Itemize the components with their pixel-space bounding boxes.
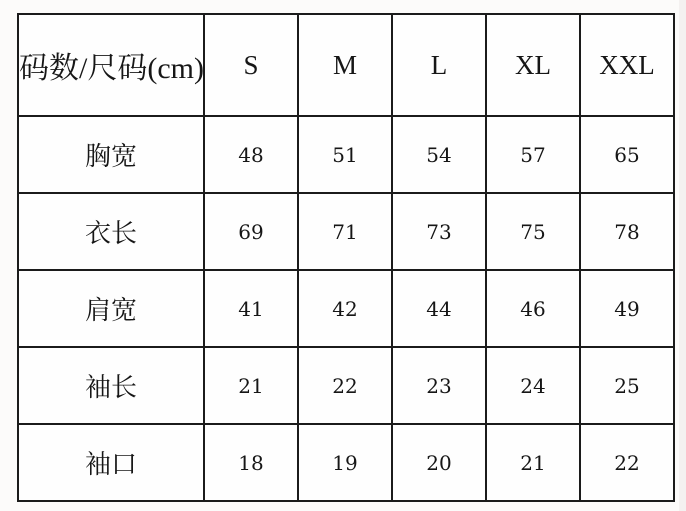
value-cell: 54 <box>392 116 486 193</box>
value-cell: 19 <box>298 424 392 501</box>
value-cell: 21 <box>486 424 580 501</box>
row-label: 肩宽 <box>18 270 204 347</box>
value-cell: 57 <box>486 116 580 193</box>
value-cell: 25 <box>580 347 674 424</box>
header-cell-size-5: XXL <box>580 14 674 116</box>
row-label: 胸宽 <box>18 116 204 193</box>
header-row <box>18 14 674 116</box>
value-cell: 49 <box>580 270 674 347</box>
value-cell: 75 <box>486 193 580 270</box>
value-cell: 41 <box>204 270 298 347</box>
row-label: 袖口 <box>18 424 204 501</box>
table-row <box>18 424 674 501</box>
value-cell: 44 <box>392 270 486 347</box>
header-cell-size-1: S <box>204 14 298 116</box>
value-cell: 65 <box>580 116 674 193</box>
photo-edge-strip <box>679 0 686 511</box>
table-row <box>18 116 674 193</box>
value-cell: 73 <box>392 193 486 270</box>
value-cell: 22 <box>298 347 392 424</box>
value-cell: 78 <box>580 193 674 270</box>
row-label: 衣长 <box>18 193 204 270</box>
row-label: 袖长 <box>18 347 204 424</box>
table-row <box>18 270 674 347</box>
header-cell-measure-unit: 码数/尺码(cm) <box>18 14 204 116</box>
value-cell: 24 <box>486 347 580 424</box>
table-row <box>18 347 674 424</box>
value-cell: 23 <box>392 347 486 424</box>
value-cell: 22 <box>580 424 674 501</box>
size-chart <box>17 13 675 502</box>
value-cell: 48 <box>204 116 298 193</box>
table-row <box>18 193 674 270</box>
value-cell: 71 <box>298 193 392 270</box>
value-cell: 42 <box>298 270 392 347</box>
table-body <box>18 116 674 501</box>
value-cell: 51 <box>298 116 392 193</box>
value-cell: 69 <box>204 193 298 270</box>
header-cell-size-2: M <box>298 14 392 116</box>
header-cell-size-3: L <box>392 14 486 116</box>
value-cell: 18 <box>204 424 298 501</box>
header-cell-size-4: XL <box>486 14 580 116</box>
value-cell: 20 <box>392 424 486 501</box>
value-cell: 21 <box>204 347 298 424</box>
size-chart-table <box>17 13 675 502</box>
value-cell: 46 <box>486 270 580 347</box>
